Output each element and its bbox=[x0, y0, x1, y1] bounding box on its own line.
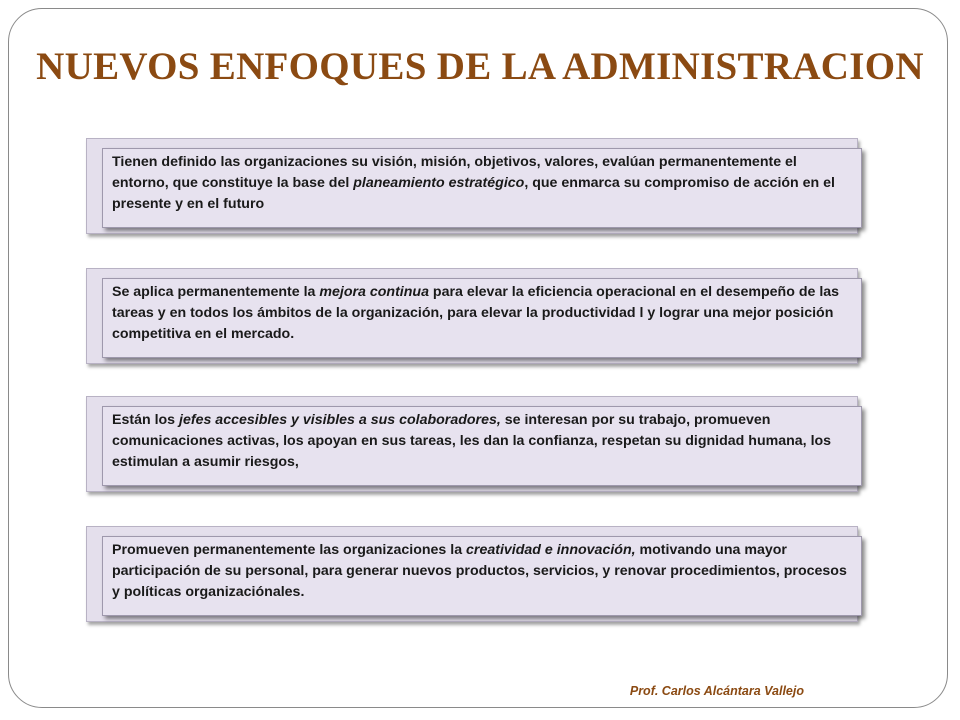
author-footer: Prof. Carlos Alcántara Vallejo bbox=[629, 684, 804, 698]
card-accessible-leaders bbox=[86, 396, 858, 492]
card-text-emphasis: jefes accesibles y visibles a sus colaboradores, bbox=[179, 412, 501, 428]
card-text bbox=[112, 282, 856, 345]
card-text-pre: Tienen definido las organizaciones su visión, misión, objetivos, valores, evalúan permanentemente el entorno, que constituye la base del bbox=[112, 154, 797, 191]
card-text-emphasis: mejora continua bbox=[319, 284, 429, 300]
card-creativity-innovation bbox=[86, 526, 858, 622]
card-text bbox=[112, 540, 856, 603]
card-text-pre: Promueven permanentemente las organizaciones la bbox=[112, 542, 467, 558]
card-text-emphasis: planeamiento estratégico bbox=[353, 175, 525, 191]
card-text-post: se interesan por su trabajo, promueven comunicaciones activas, los apoyan en sus tareas, les dan la confianza, respetan su dignidad humana, los estimulan a asumir riesgos, bbox=[112, 412, 832, 470]
card-continuous-improvement bbox=[86, 268, 858, 364]
card-text-pre: Se aplica permanentemente la bbox=[112, 284, 320, 300]
card-text-post: para elevar la eficiencia operacional en el desempeño de las tareas y en todos los ámbitos de la organización, para elevar la productividad l y lograr una mejor posición competitiva en el mercado. bbox=[112, 284, 840, 342]
card-text-pre: Están los bbox=[112, 412, 180, 428]
card-text-post: motivando una mayor participación de su personal, para generar nuevos productos, servicios, y renovar procedimientos, procesos y políticas organizaciónales. bbox=[112, 542, 847, 600]
card-text bbox=[112, 152, 856, 215]
card-text-emphasis: creatividad e innovación, bbox=[466, 542, 636, 558]
card-strategic-planning bbox=[86, 138, 858, 234]
card-text-post: , que enmarca su compromiso de acción en el presente y en el futuro bbox=[112, 175, 835, 212]
slide-title: NUEVOS ENFOQUES DE LA ADMINISTRACION bbox=[36, 45, 924, 88]
card-text bbox=[112, 410, 856, 473]
